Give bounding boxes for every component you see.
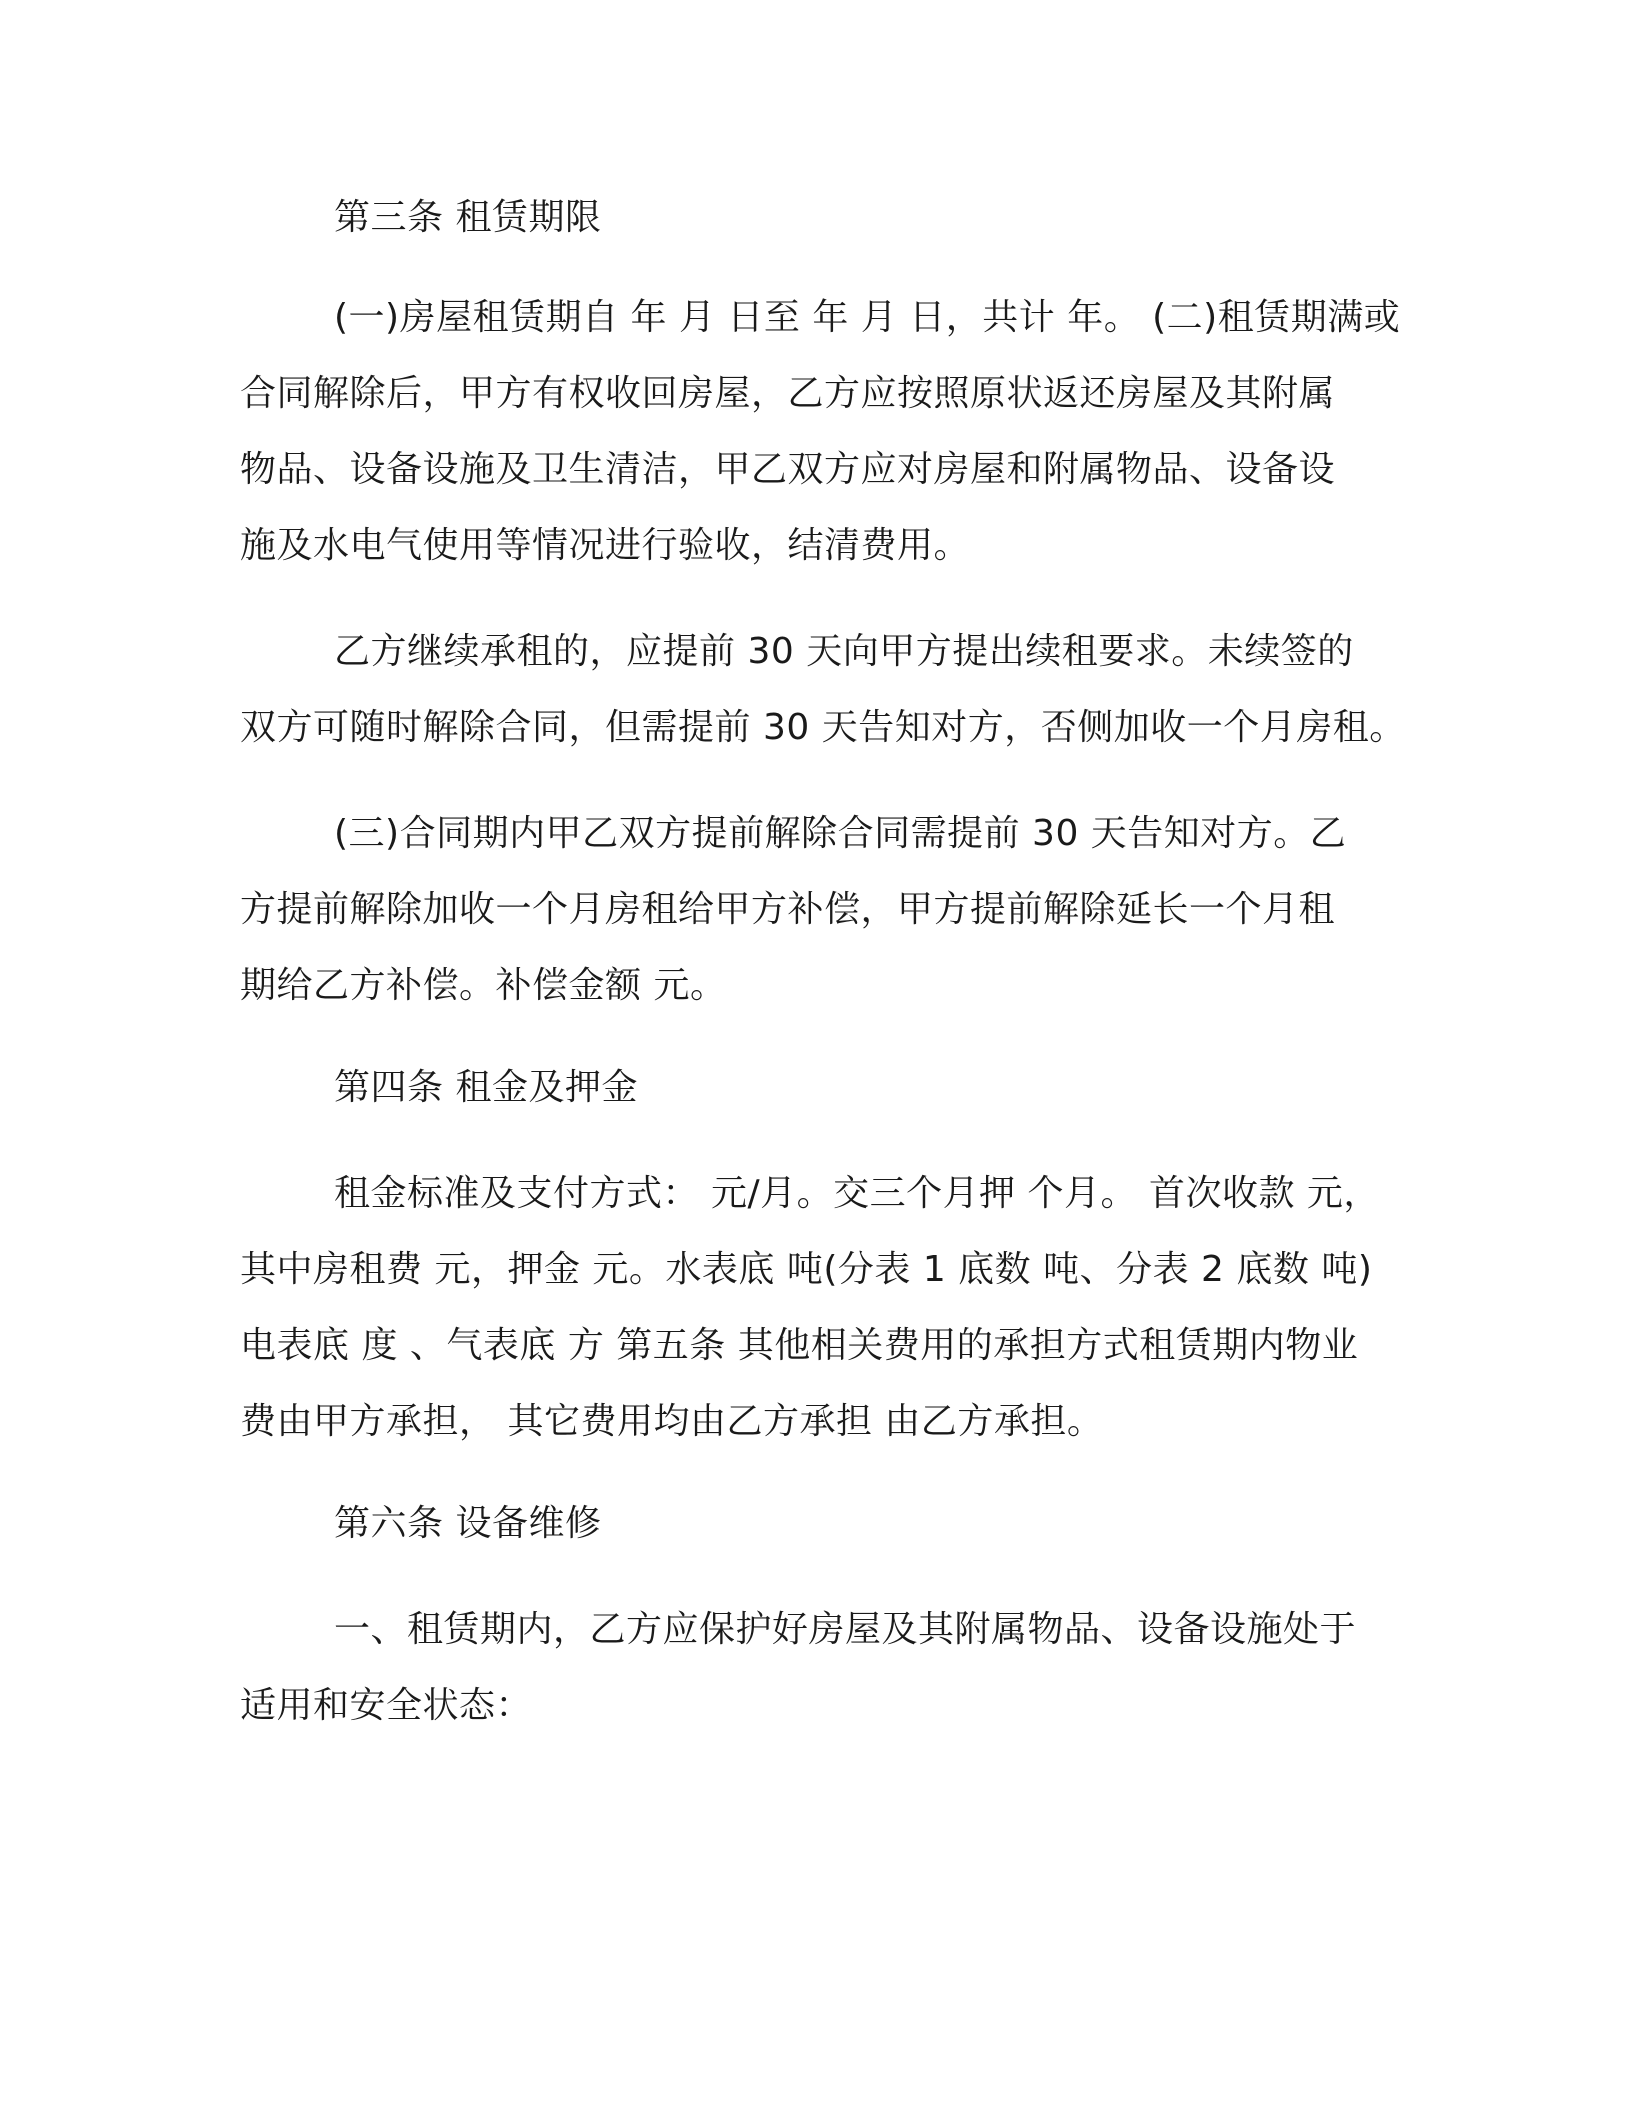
article-3-para-1-line-2: 合同解除后，甲方有权收回房屋，乙方应按照原状返还房屋及其附属 [240,373,1336,414]
article-3-para-2-line-1: 乙方继续承租的，应提前 30 天向甲方提出续租要求。未续签的 [334,631,1354,672]
article-3-para-2-line-2: 双方可随时解除合同，但需提前 30 天告知对方，否侧加收一个月房租。 [240,707,1406,748]
article-4-para-1-line-2: 其中房租费 元，押金 元。水表底 吨(分表 1 底数 吨、分表 2 底数 吨) [240,1249,1373,1290]
article-3-para-1-line-4: 施及水电气使用等情况进行验收，结清费用。 [240,525,971,566]
article-3-para-1-line-3: 物品、设备设施及卫生清洁，甲乙双方应对房屋和附属物品、设备设 [240,449,1336,490]
article-3-para-1-line-1: (一)房屋租赁期自 年 月 日至 年 月 日，共计 年。 (二)租赁期满或 [334,297,1401,338]
article-3-heading: 第三条 租赁期限 [334,197,602,238]
article-4-para-1-line-1: 租金标准及支付方式： 元/月。交三个月押 个月。 首次收款 元， [334,1173,1380,1214]
article-4-para-1-line-3: 电表底 度 、气表底 方 第五条 其他相关费用的承担方式租赁期内物业 [240,1325,1359,1366]
article-6-para-1-line-2: 适用和安全状态： [240,1685,533,1726]
article-3-para-3-line-3: 期给乙方补偿。补偿金额 元。 [240,965,727,1006]
article-3-para-3-line-2: 方提前解除加收一个月房租给甲方补偿，甲方提前解除延长一个月租 [240,889,1336,930]
article-6-para-1-line-1: 一、租赁期内，乙方应保护好房屋及其附属物品、设备设施处于 [334,1609,1357,1650]
article-4-para-1-line-4: 费由甲方承担， 其它费用均由乙方承担 由乙方承担。 [240,1401,1104,1442]
article-6-heading: 第六条 设备维修 [334,1503,602,1544]
article-3-para-3-line-1: (三)合同期内甲乙双方提前解除合同需提前 30 天告知对方。乙 [334,813,1347,854]
article-4-heading: 第四条 租金及押金 [334,1067,638,1108]
